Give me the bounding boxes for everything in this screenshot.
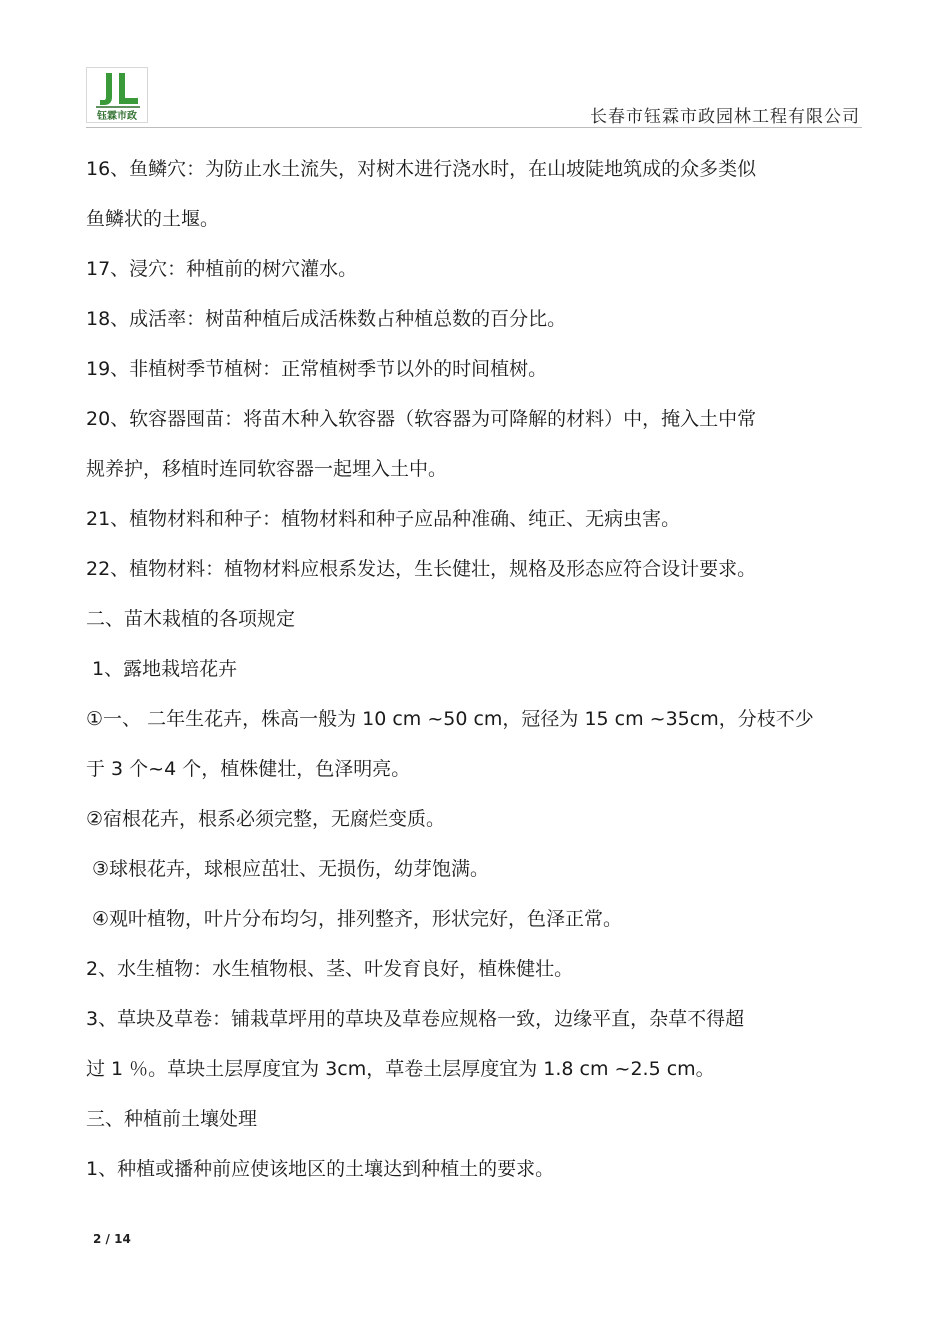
document-body [86, 144, 864, 1194]
subsection-heading: 1、露地栽培花卉 [92, 658, 238, 680]
text-line: 过 1 ％。草块土层厚度宜为 3cm，草卷土层厚度宜为 1.8 cm ~2.5 cm。 [86, 1058, 715, 1080]
text-line: 19、非植树季节植树：正常植树季节以外的时间植树。 [86, 358, 548, 380]
company-logo [86, 67, 148, 123]
section-heading: 三、种植前土壤处理 [86, 1108, 258, 1130]
text-line: 鱼鳞状的土堰。 [86, 208, 220, 230]
text-line: 2、水生植物：水生植物根、茎、叶发育良好，植株健壮。 [86, 958, 574, 980]
text-line: ③球根花卉，球根应茁壮、无损伤，幼芽饱满。 [92, 858, 490, 880]
section-heading: 二、苗木栽植的各项规定 [86, 608, 296, 630]
text-line: 3、草块及草卷：铺栽草坪用的草块及草卷应规格一致，边缘平直，杂草不得超 [86, 1008, 745, 1030]
header-divider [86, 127, 862, 128]
text-line: ①一、 二年生花卉，株高一般为 10 cm ~50 cm，冠径为 15 cm ~35cm，分枝不少 [86, 708, 814, 730]
text-line: 16、鱼鳞穴：为防止水土流失，对树木进行浇水时，在山坡陡地筑成的众多类似 [86, 158, 757, 180]
text-line: 1、种植或播种前应使该地区的土壤达到种植土的要求。 [86, 1158, 555, 1180]
company-name: 长春市钰霖市政园林工程有限公司 [590, 107, 860, 127]
logo-mark-icon [86, 67, 148, 123]
text-line: ②宿根花卉，根系必须完整，无腐烂变质。 [86, 808, 446, 830]
text-line: 21、植物材料和种子：植物材料和种子应品种准确、纯正、无病虫害。 [86, 508, 681, 530]
logo-text: 钰霖市政 [97, 111, 137, 122]
page-number: 2 / 14 [93, 1232, 131, 1246]
text-line: ④观叶植物，叶片分布均匀，排列整齐，形状完好，色泽正常。 [92, 908, 623, 930]
text-line: 22、植物材料：植物材料应根系发达，生长健壮，规格及形态应符合设计要求。 [86, 558, 757, 580]
text-line: 20、软容器囤苗：将苗木种入软容器（软容器为可降解的材料）中，掩入土中常 [86, 408, 757, 430]
text-line: 规养护，移植时连同软容器一起埋入土中。 [86, 458, 448, 480]
text-line: 于 3 个~4 个，植株健壮，色泽明亮。 [86, 758, 411, 780]
text-line: 17、浸穴：种植前的树穴灌水。 [86, 258, 358, 280]
text-line: 18、成活率：树苗种植后成活株数占种植总数的百分比。 [86, 308, 567, 330]
